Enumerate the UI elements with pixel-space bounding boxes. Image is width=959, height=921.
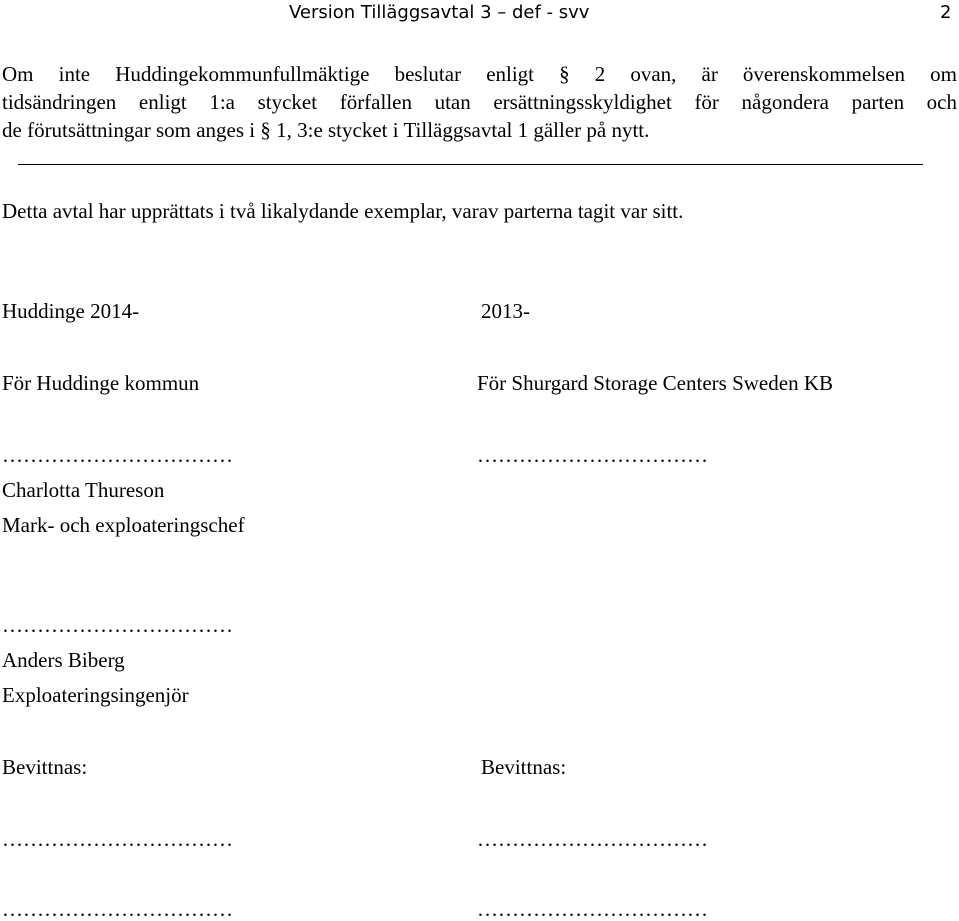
- signer-1-title: Mark- och exploateringschef: [2, 513, 245, 537]
- right-place-date: 2013-: [481, 299, 530, 323]
- signer-2-name: Anders Biberg: [2, 648, 125, 672]
- clause-line: de förutsättningar som anges i § 1, 3:e stycket i Tilläggsavtal 1 gäller på nytt.: [2, 118, 650, 142]
- left-signature-line-1: ……………………………: [2, 443, 233, 467]
- left-place-date: Huddinge 2014-: [2, 299, 140, 323]
- left-witness-line-1: ……………………………: [2, 827, 233, 851]
- right-witness-line-2: ……………………………: [477, 897, 708, 921]
- signer-1-name: Charlotta Thureson: [2, 478, 165, 502]
- left-signature-line-2: ……………………………: [2, 613, 233, 637]
- right-witness-line-1: ……………………………: [477, 827, 708, 851]
- document-header-title: Version Tilläggsavtal 3 – def - svv: [289, 2, 590, 23]
- clause-line: Om inte Huddingekommunfullmäktige beslutar enligt § 2 ovan, är överenskommelsen om: [2, 62, 957, 86]
- right-party-label: För Shurgard Storage Centers Sweden KB: [477, 371, 833, 395]
- left-party-label: För Huddinge kommun: [2, 371, 200, 395]
- signer-2-title: Exploateringsingenjör: [2, 683, 189, 707]
- horizontal-rule: [18, 164, 923, 165]
- page-number: 2: [940, 2, 952, 23]
- right-signature-line-1: ……………………………: [477, 443, 708, 467]
- left-witness-label: Bevittnas:: [2, 755, 88, 779]
- clause-paragraph: [2, 60, 957, 144]
- right-witness-label: Bevittnas:: [481, 755, 567, 779]
- agreement-statement: Detta avtal har upprättats i två likalydande exemplar, varav parterna tagit var sitt.: [2, 199, 684, 223]
- left-witness-line-2: ……………………………: [2, 897, 233, 921]
- clause-line: tidsändringen enligt 1:a stycket förfallen utan ersättningsskyldighet för någondera parten och: [2, 90, 957, 114]
